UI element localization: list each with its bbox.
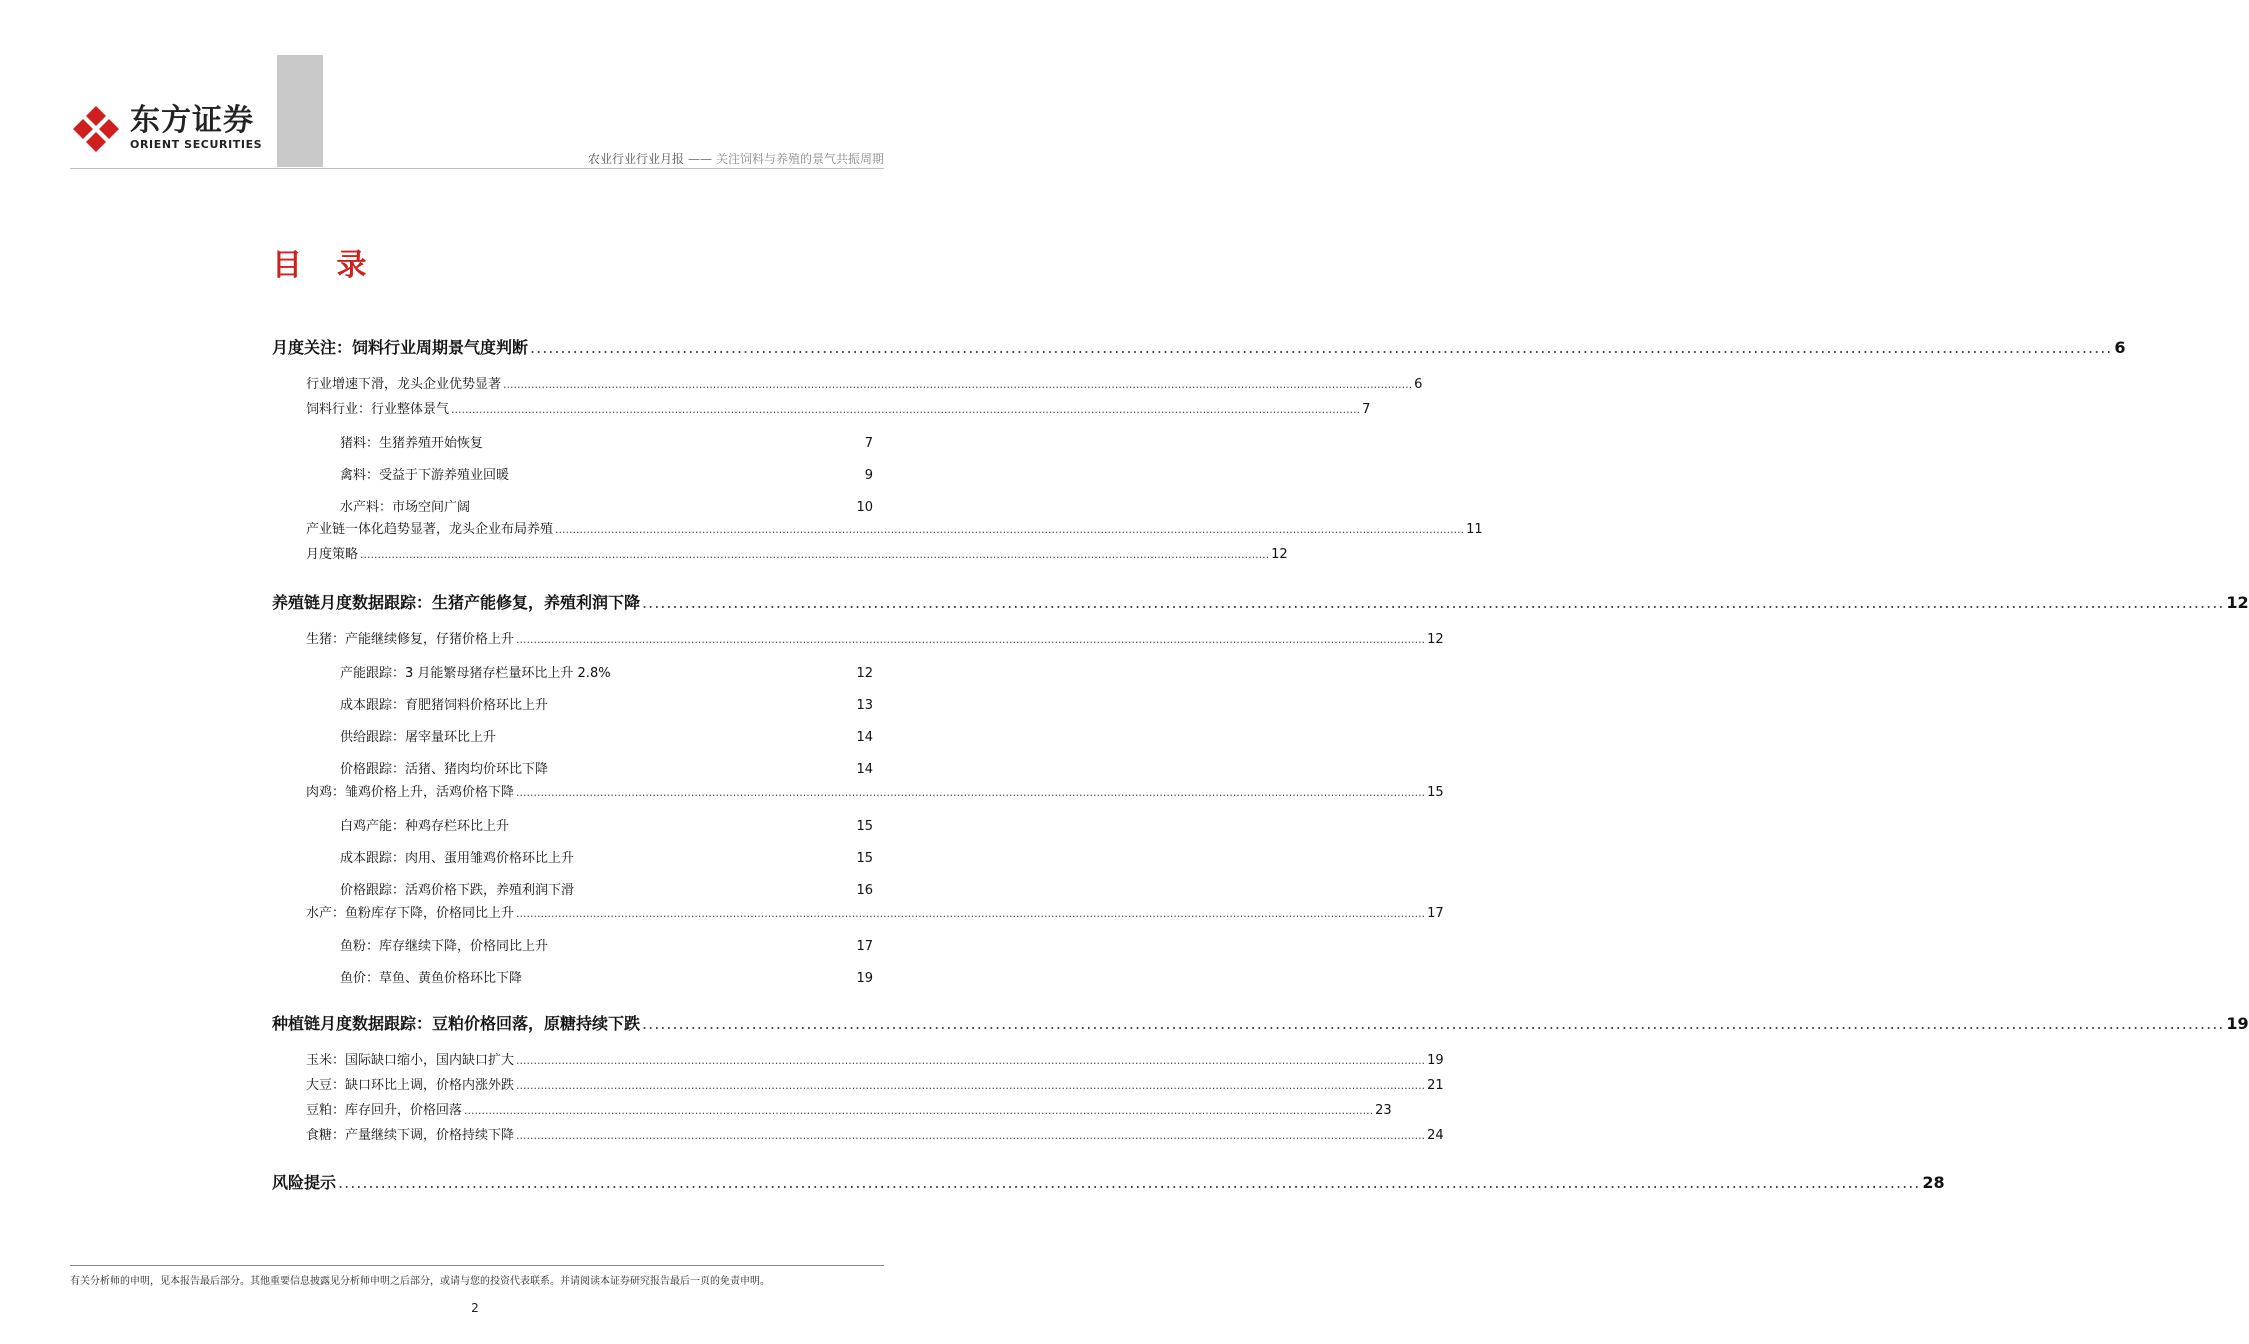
toc-entry-page: 11 xyxy=(1466,522,1483,537)
toc-dot-leader: .................................................................................................................................................................................................................................................................... xyxy=(360,548,1270,561)
footer-divider xyxy=(70,1265,884,1266)
report-title: 农业行业行业月报 xyxy=(587,152,684,166)
toc-entry-label: 食糖：产量继续下调，价格持续下降 xyxy=(306,1128,515,1143)
toc-entry-level-3[interactable] xyxy=(340,935,873,954)
toc-entry-label: 价格跟踪：活猪、猪肉均价环比下降 xyxy=(340,762,549,777)
toc-entry-page: 13 xyxy=(856,698,873,713)
toc-entry-label: 白鸡产能：种鸡存栏环比上升 xyxy=(340,819,510,834)
toc-entry-label: 产业链一体化趋势显著，龙头企业布局养殖 xyxy=(306,522,554,537)
toc-entry-label: 生猪：产能继续修复，仔猪价格上升 xyxy=(306,632,515,647)
toc-entry-level-1[interactable] xyxy=(272,1011,2249,1034)
toc-entry-page: 12 xyxy=(1427,632,1444,647)
toc-entry-page: 19 xyxy=(2226,1014,2249,1033)
logo-chinese-name: 东方证券 xyxy=(130,103,254,138)
toc-entry-label: 鱼价：草鱼、黄鱼价格环比下降 xyxy=(340,971,523,986)
toc-entry-label: 月度关注：饲料行业周期景气度判断 xyxy=(272,338,529,357)
footer-disclaimer: 有关分析师的申明，见本报告最后部分。其他重要信息披露见分析师申明之后部分，或请与您的投资代表联系。并请阅读本证券研究报告最后一页的免责申明。 xyxy=(70,1276,770,1287)
toc-entry-level-2[interactable] xyxy=(306,902,1444,921)
toc-dot-leader: .................................................................................................................................................................................................................................................................... xyxy=(530,338,2113,357)
toc-entry-page: 12 xyxy=(2226,593,2249,612)
toc-entry-level-2[interactable] xyxy=(306,373,1423,392)
toc-dot-leader: .................................................................................................................................................................................................................................................................... xyxy=(642,1014,2225,1033)
toc-entry-page: 21 xyxy=(1427,1078,1444,1093)
toc-dot-leader: .................................................................................................................................................................................................................................................................... xyxy=(516,1054,1426,1067)
toc-dot-leader: .................................................................................................................................................................................................................................................................... xyxy=(338,1173,1921,1192)
toc-entry-page: 6 xyxy=(2114,338,2126,357)
toc-entry-page: 15 xyxy=(1427,785,1444,800)
toc-entry-page: 24 xyxy=(1427,1128,1444,1143)
page-number: 2 xyxy=(471,1301,479,1315)
toc-entry-label: 猪料：生猪养殖开始恢复 xyxy=(340,436,484,451)
toc-entry-label: 豆粕：库存回升，价格回落 xyxy=(306,1103,463,1118)
report-subtitle: 关注饲料与养殖的景气共振周期 xyxy=(715,152,884,166)
toc-entry-page: 28 xyxy=(1922,1173,1945,1192)
toc-dot-leader: .................................................................................................................................................................................................................................................................... xyxy=(464,1104,1374,1117)
toc-entry-level-2[interactable] xyxy=(306,1074,1444,1093)
toc-dot-leader: .................................................................................................................................................................................................................................................................... xyxy=(503,378,1413,391)
toc-entry-level-1[interactable] xyxy=(272,335,2126,358)
toc-entry-level-3[interactable] xyxy=(340,662,873,681)
toc-dot-leader: .................................................................................................................................................................................................................................................................... xyxy=(555,523,1465,536)
toc-entry-level-2[interactable] xyxy=(306,518,1483,537)
company-logo xyxy=(70,103,262,155)
toc-entry-level-2[interactable] xyxy=(306,1099,1392,1118)
toc-entry-page: 6 xyxy=(1414,377,1423,392)
toc-entry-level-3[interactable] xyxy=(340,432,873,451)
toc-entry-page: 7 xyxy=(1362,402,1371,417)
toc-entry-level-1[interactable] xyxy=(272,1170,1945,1193)
toc-entry-label: 供给跟踪：屠宰量环比上升 xyxy=(340,730,497,745)
toc-entry-level-2[interactable] xyxy=(306,543,1288,562)
toc-dot-leader: .................................................................................................................................................................................................................................................................... xyxy=(516,1079,1426,1092)
toc-entry-level-3[interactable] xyxy=(340,758,873,777)
toc-entry-label: 产能跟踪：3 月能繁母猪存栏量环比上升 2.8% xyxy=(340,666,611,681)
report-header-title xyxy=(588,150,884,167)
toc-dot-leader: .................................................................................................................................................................................................................................................................... xyxy=(516,633,1426,646)
toc-entry-level-2[interactable] xyxy=(306,398,1371,417)
header-grey-bar xyxy=(277,55,323,167)
header-separator: —— xyxy=(687,152,712,166)
header-divider xyxy=(70,168,884,169)
toc-dot-leader: .................................................................................................................................................................................................................................................................... xyxy=(516,786,1426,799)
toc-entry-label: 饲料行业：行业整体景气 xyxy=(306,402,450,417)
toc-entry-page: 19 xyxy=(1427,1053,1444,1068)
toc-entry-label: 玉米：国际缺口缩小，国内缺口扩大 xyxy=(306,1053,515,1068)
toc-entry-level-3[interactable] xyxy=(340,967,873,986)
toc-entry-label: 种植链月度数据跟踪：豆粕价格回落，原糖持续下跌 xyxy=(272,1014,641,1033)
toc-entry-page: 10 xyxy=(856,500,873,515)
toc-entry-level-3[interactable] xyxy=(340,879,873,898)
toc-dot-leader: .................................................................................................................................................................................................................................................................... xyxy=(516,1129,1426,1142)
toc-entry-page: 14 xyxy=(856,762,873,777)
toc-entry-page: 9 xyxy=(864,468,873,483)
toc-entry-label: 鱼粉：库存继续下降，价格同比上升 xyxy=(340,939,549,954)
toc-entry-label: 大豆：缺口环比上调，价格内涨外跌 xyxy=(306,1078,515,1093)
toc-entry-label: 水产料：市场空间广阔 xyxy=(340,500,471,515)
toc-entry-page: 14 xyxy=(856,730,873,745)
toc-entry-label: 水产：鱼粉库存下降，价格同比上升 xyxy=(306,906,515,921)
toc-entry-level-2[interactable] xyxy=(306,1124,1444,1143)
toc-entry-level-3[interactable] xyxy=(340,726,873,745)
orient-securities-logo-icon xyxy=(70,103,122,155)
toc-entry-page: 17 xyxy=(1427,906,1444,921)
toc-dot-leader: .................................................................................................................................................................................................................................................................... xyxy=(516,907,1426,920)
toc-entry-label: 成本跟踪：肉用、蛋用雏鸡价格环比上升 xyxy=(340,851,575,866)
toc-entry-level-3[interactable] xyxy=(340,815,873,834)
toc-entry-page: 12 xyxy=(856,666,873,681)
logo-wordmark xyxy=(130,105,262,153)
toc-entry-page: 15 xyxy=(856,851,873,866)
toc-entry-label: 风险提示 xyxy=(272,1173,337,1192)
toc-entry-level-2[interactable] xyxy=(306,781,1444,800)
toc-entry-level-3[interactable] xyxy=(340,694,873,713)
toc-entry-label: 养殖链月度数据跟踪：生猪产能修复，养殖利润下降 xyxy=(272,593,641,612)
toc-entry-page: 16 xyxy=(856,883,873,898)
toc-entry-level-3[interactable] xyxy=(340,464,873,483)
toc-entry-label: 价格跟踪：活鸡价格下跌，养殖利润下滑 xyxy=(340,883,575,898)
toc-entry-level-2[interactable] xyxy=(306,1049,1444,1068)
toc-entry-label: 行业增速下滑，龙头企业优势显著 xyxy=(306,377,502,392)
toc-entry-page: 17 xyxy=(856,939,873,954)
toc-entry-label: 月度策略 xyxy=(306,547,359,562)
logo-english-name: ORIENT SECURITIES xyxy=(130,138,263,151)
toc-entry-level-3[interactable] xyxy=(340,847,873,866)
toc-title: 目 录 xyxy=(272,248,379,283)
toc-entry-page: 15 xyxy=(856,819,873,834)
toc-dot-leader: .................................................................................................................................................................................................................................................................... xyxy=(642,593,2225,612)
toc-entry-page: 12 xyxy=(1271,547,1288,562)
toc-entry-page: 19 xyxy=(856,971,873,986)
toc-entry-level-3[interactable] xyxy=(340,496,873,515)
toc-entry-label: 禽料：受益于下游养殖业回暖 xyxy=(340,468,510,483)
toc-entry-level-2[interactable] xyxy=(306,628,1444,647)
toc-entry-page: 23 xyxy=(1375,1103,1392,1118)
toc-dot-leader: .................................................................................................................................................................................................................................................................... xyxy=(451,403,1361,416)
toc-entry-label: 成本跟踪：育肥猪饲料价格环比上升 xyxy=(340,698,549,713)
toc-entry-level-1[interactable] xyxy=(272,590,2249,613)
toc-entry-label: 肉鸡：雏鸡价格上升，活鸡价格下降 xyxy=(306,785,515,800)
toc-entry-page: 7 xyxy=(864,436,873,451)
